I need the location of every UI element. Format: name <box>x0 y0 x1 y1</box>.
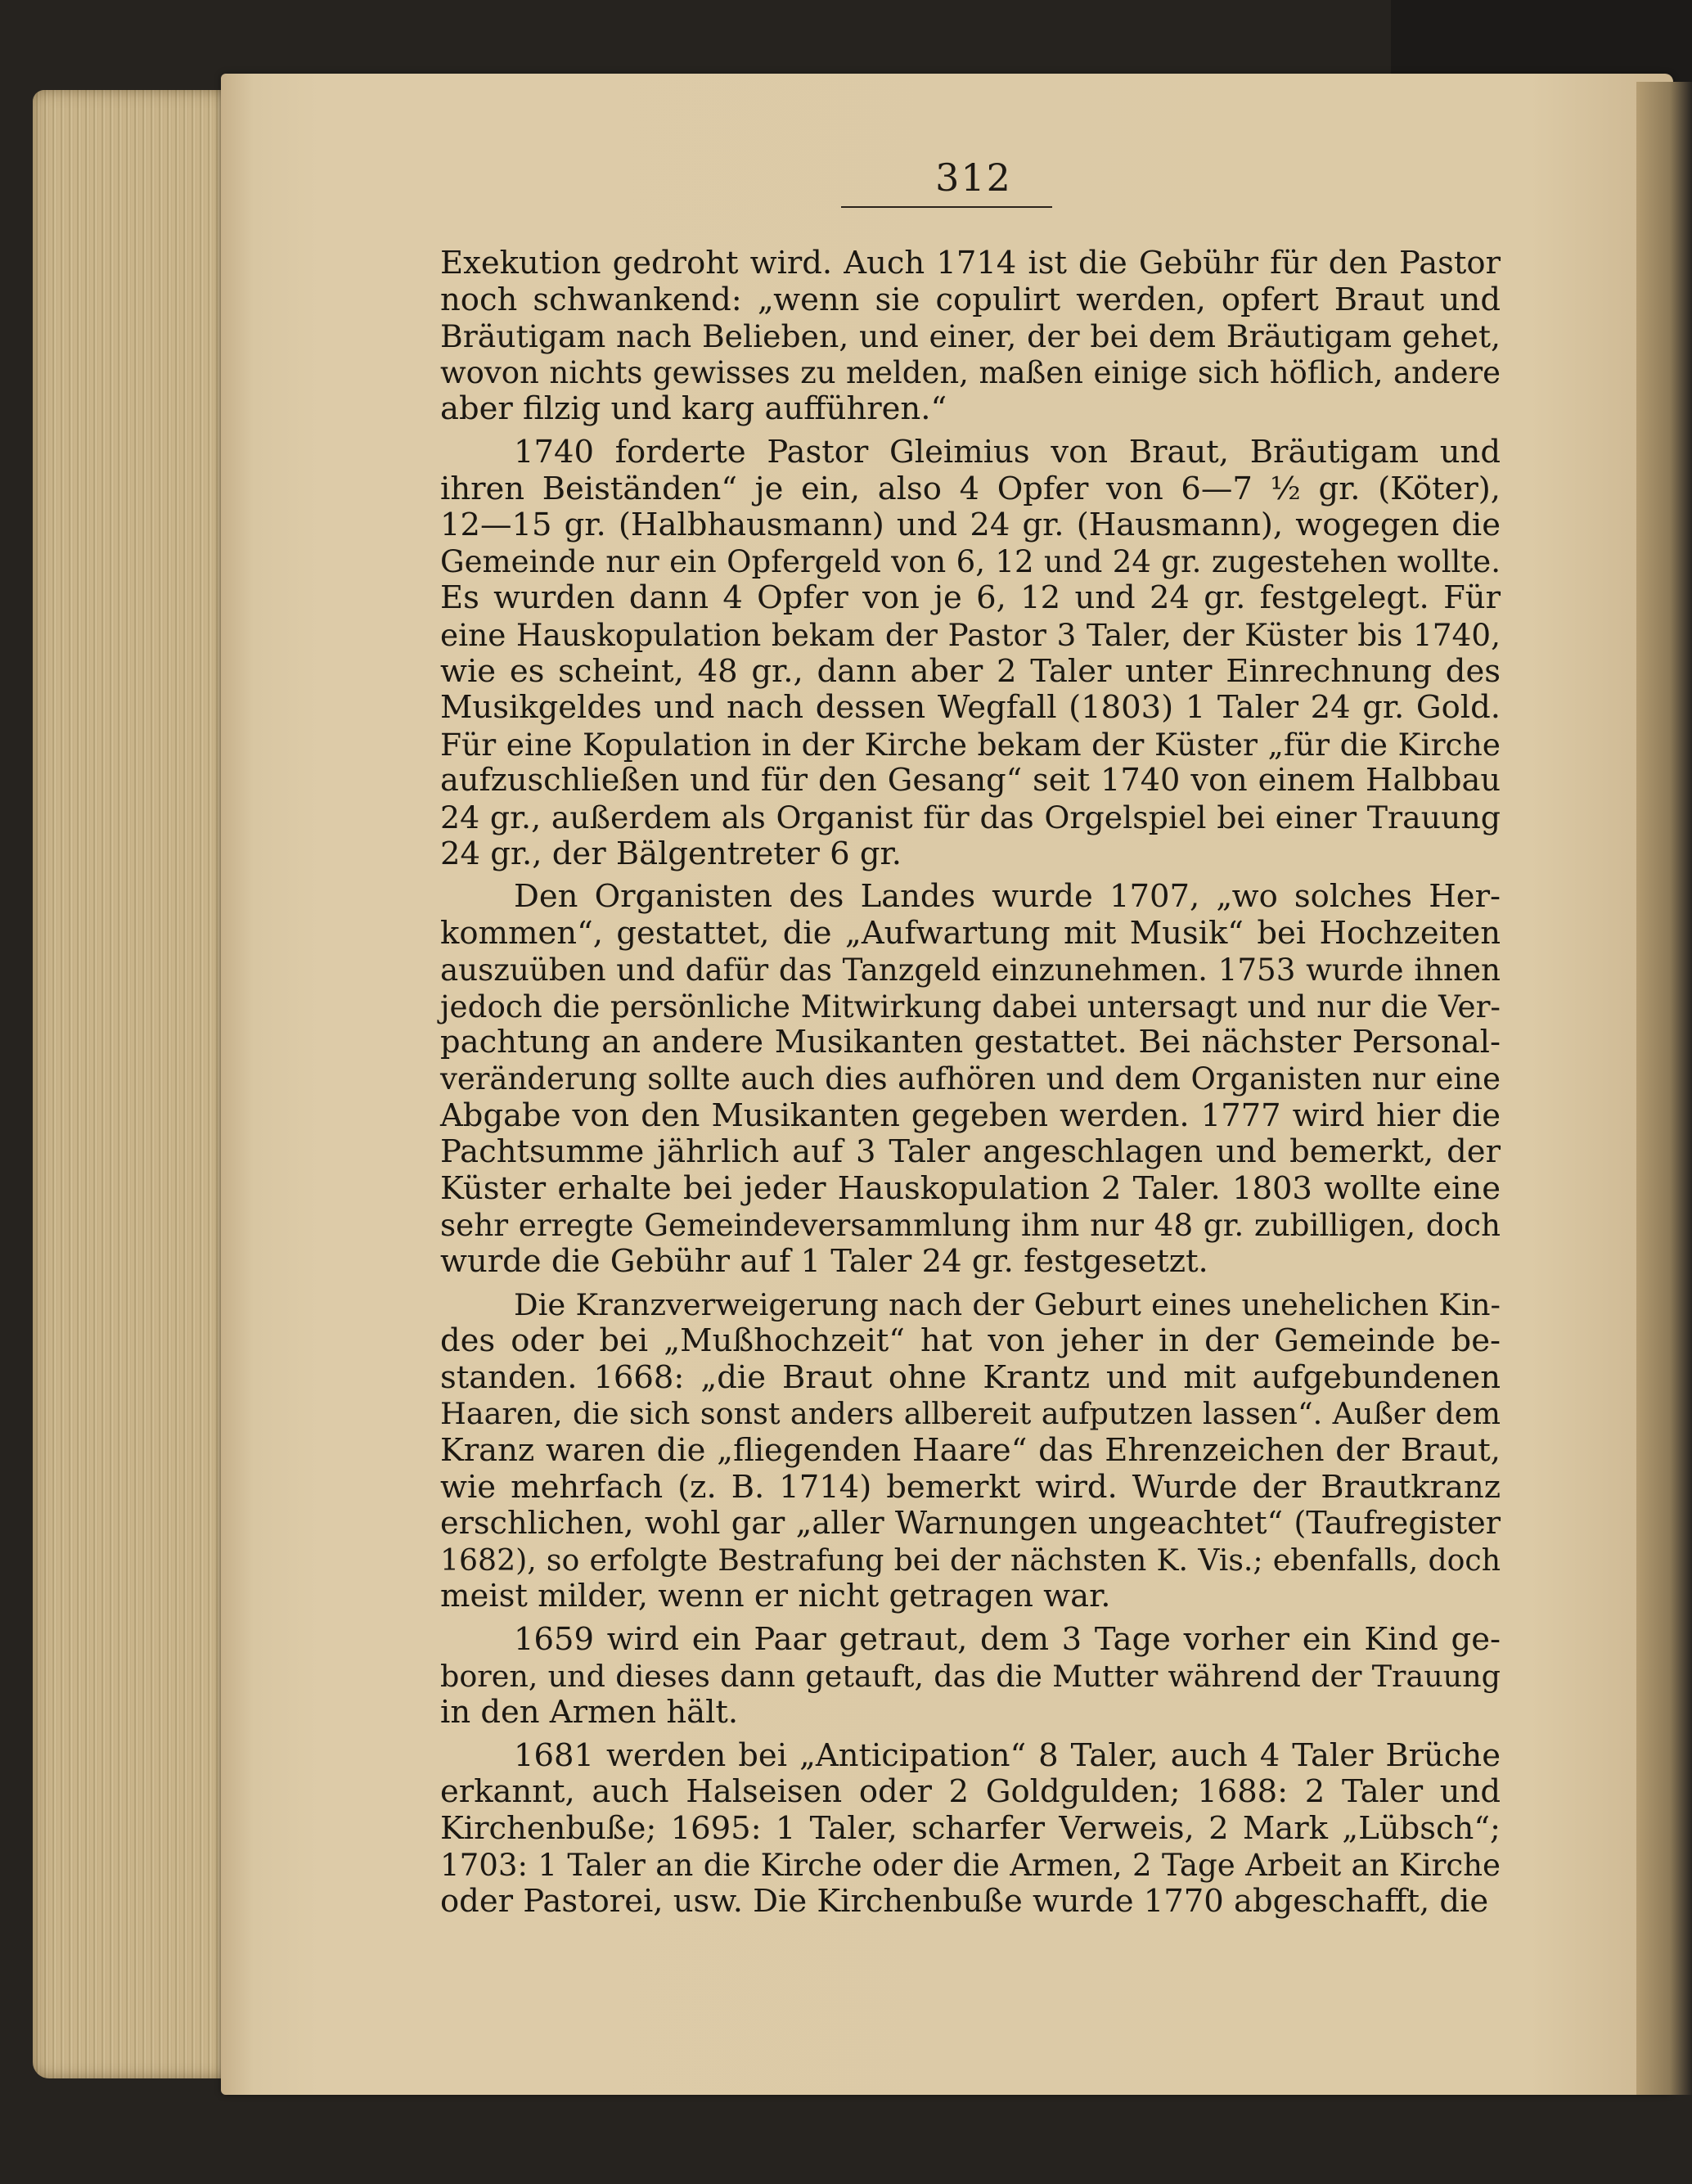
text-line: sehr erregte Gemeindeversammlung ihm nur 48 gr. zubilligen, doch <box>440 1207 1501 1244</box>
text-line: Bräutigam nach Belieben, und einer, der bei dem Bräutigam gehet, <box>440 318 1501 355</box>
text-line: 1681 werden bei „Anticipation“ 8 Taler, auch 4 Taler Brüche <box>514 1736 1501 1774</box>
text-line: Den Organisten des Landes wurde 1707, „wo solches Her- <box>514 878 1501 916</box>
text-line: Küster erhalte bei jeder Hauskopulation 2 Taler. 1803 wollte eine <box>440 1169 1501 1207</box>
text-line: Für eine Kopulation in der Kirche bekam der Küster „für die Kirche <box>440 726 1501 763</box>
paragraph <box>440 1622 1501 1731</box>
text-line: Gemeinde nur ein Opfergeld von 6, 12 und 24 gr. zugestehen wollte. <box>440 543 1501 579</box>
text-line: Haaren, die sich sonst anders allbereit aufputzen lassen“. Außer dem <box>440 1396 1501 1432</box>
text-line: wovon nichts gewisses zu melden, maßen einige sich höflich, andere <box>440 354 1501 390</box>
text-line: Pachtsumme jährlich auf 3 Taler angeschlagen und bemerkt, der <box>440 1133 1501 1171</box>
text-line: ihren Beiständen“ je ein, also 4 Opfer von 6—7 ½ gr. (Köter), <box>440 470 1501 507</box>
text-line: 1682), so erfolgte Bestrafung bei der nächsten K. Vis.; ebenfalls, doch <box>440 1542 1501 1578</box>
text-line: eine Hauskopulation bekam der Pastor 3 Taler, der Küster bis 1740, <box>440 616 1501 653</box>
text-line: 1703: 1 Taler an die Kirche oder die Armen, 2 Tage Arbeit an Kirche <box>440 1847 1501 1883</box>
text-line: pachtung an andere Musikanten gestattet. Bei nächster Personal- <box>440 1024 1501 1061</box>
page-edges <box>33 90 237 2078</box>
text-line: Es wurden dann 4 Opfer von je 6, 12 und 24 gr. festgelegt. Für <box>440 579 1501 617</box>
text-line: erkannt, auch Halseisen oder 2 Goldgulden; 1688: 2 Taler und <box>440 1773 1501 1811</box>
body-text <box>440 245 1501 1921</box>
text-line: 1740 forderte Pastor Gleimius von Braut, Bräutigam und <box>514 433 1501 471</box>
text-line: aufzuschließen und für den Gesang“ seit 1740 von einem Halbbau <box>440 762 1501 799</box>
text-line: 12—15 gr. (Halbhausmann) und 24 gr. (Hausmann), wogegen die <box>440 507 1501 544</box>
text-line: meist milder, wenn er nicht getragen war. <box>440 1578 1111 1615</box>
text-line: Exekution gedroht wird. Auch 1714 ist die Gebühr für den Pastor <box>440 245 1501 281</box>
text-line: Musikgeldes und nach dessen Wegfall (1803) 1 Taler 24 gr. Gold. <box>440 689 1501 727</box>
text-line: 1659 wird ein Paar getraut, dem 3 Tage vorher ein Kind ge- <box>514 1620 1501 1658</box>
text-line: noch schwankend: „wenn sie copulirt werden, opfert Braut und <box>440 281 1501 318</box>
text-line: erschlichen, wohl gar „aller Warnungen ungeachtet“ (Taufregister <box>440 1505 1501 1542</box>
text-line: Abgabe von den Musikanten gegeben werden. 1777 wird hier die <box>440 1097 1501 1134</box>
text-line: wurde die Gebühr auf 1 Taler 24 gr. festgesetzt. <box>440 1243 1208 1281</box>
text-line: Kirchenbuße; 1695: 1 Taler, scharfer Verweis, 2 Mark „Lübsch“; <box>440 1809 1501 1847</box>
text-line: standen. 1668: „die Braut ohne Krantz und mit aufgebundenen <box>440 1358 1501 1396</box>
text-line: Kranz waren die „fliegenden Haare“ das Ehrenzeichen der Braut, <box>440 1432 1501 1469</box>
paragraph <box>440 879 1501 1281</box>
paragraph <box>440 1287 1501 1615</box>
text-line: wie es scheint, 48 gr., dann aber 2 Taler unter Einrechnung des <box>440 652 1501 690</box>
page-gutter <box>1636 82 1692 2095</box>
page-number: 312 <box>935 155 1012 200</box>
text-line: auszuüben und dafür das Tanzgeld einzunehmen. 1753 wurde ihnen <box>440 952 1501 988</box>
text-line: Die Kranzverweigerung nach der Geburt eines unehelichen Kin- <box>514 1286 1501 1322</box>
page-number-rule <box>841 206 1052 208</box>
text-line: oder Pastorei, usw. Die Kirchenbuße wurde 1770 abgeschafft, die <box>440 1883 1489 1921</box>
text-line: des oder bei „Mußhochzeit“ hat von jeher in der Gemeinde be- <box>440 1322 1501 1360</box>
text-line: kommen“, gestattet, die „Aufwartung mit Musik“ bei Hochzeiten <box>440 914 1501 952</box>
text-line: boren, und dieses dann getauft, das die Mutter während der Trauung <box>440 1658 1501 1694</box>
text-line: veränderung sollte auch dies aufhören und dem Organisten nur eine <box>440 1061 1501 1097</box>
paragraph <box>440 1738 1501 1921</box>
text-line: aber filzig und karg aufführen.“ <box>440 390 947 428</box>
text-line: jedoch die persönliche Mitwirkung dabei untersagt und nur die Ver- <box>440 988 1501 1024</box>
text-line: 24 gr., der Bälgentreter 6 gr. <box>440 835 902 872</box>
text-line: in den Armen hält. <box>440 1694 739 1731</box>
paragraph <box>440 245 1501 428</box>
paragraph <box>440 435 1501 872</box>
text-line: wie mehrfach (z. B. 1714) bemerkt wird. Wurde der Brautkranz <box>440 1468 1501 1506</box>
text-line: 24 gr., außerdem als Organist für das Orgelspiel bei einer Trauung <box>440 799 1501 835</box>
